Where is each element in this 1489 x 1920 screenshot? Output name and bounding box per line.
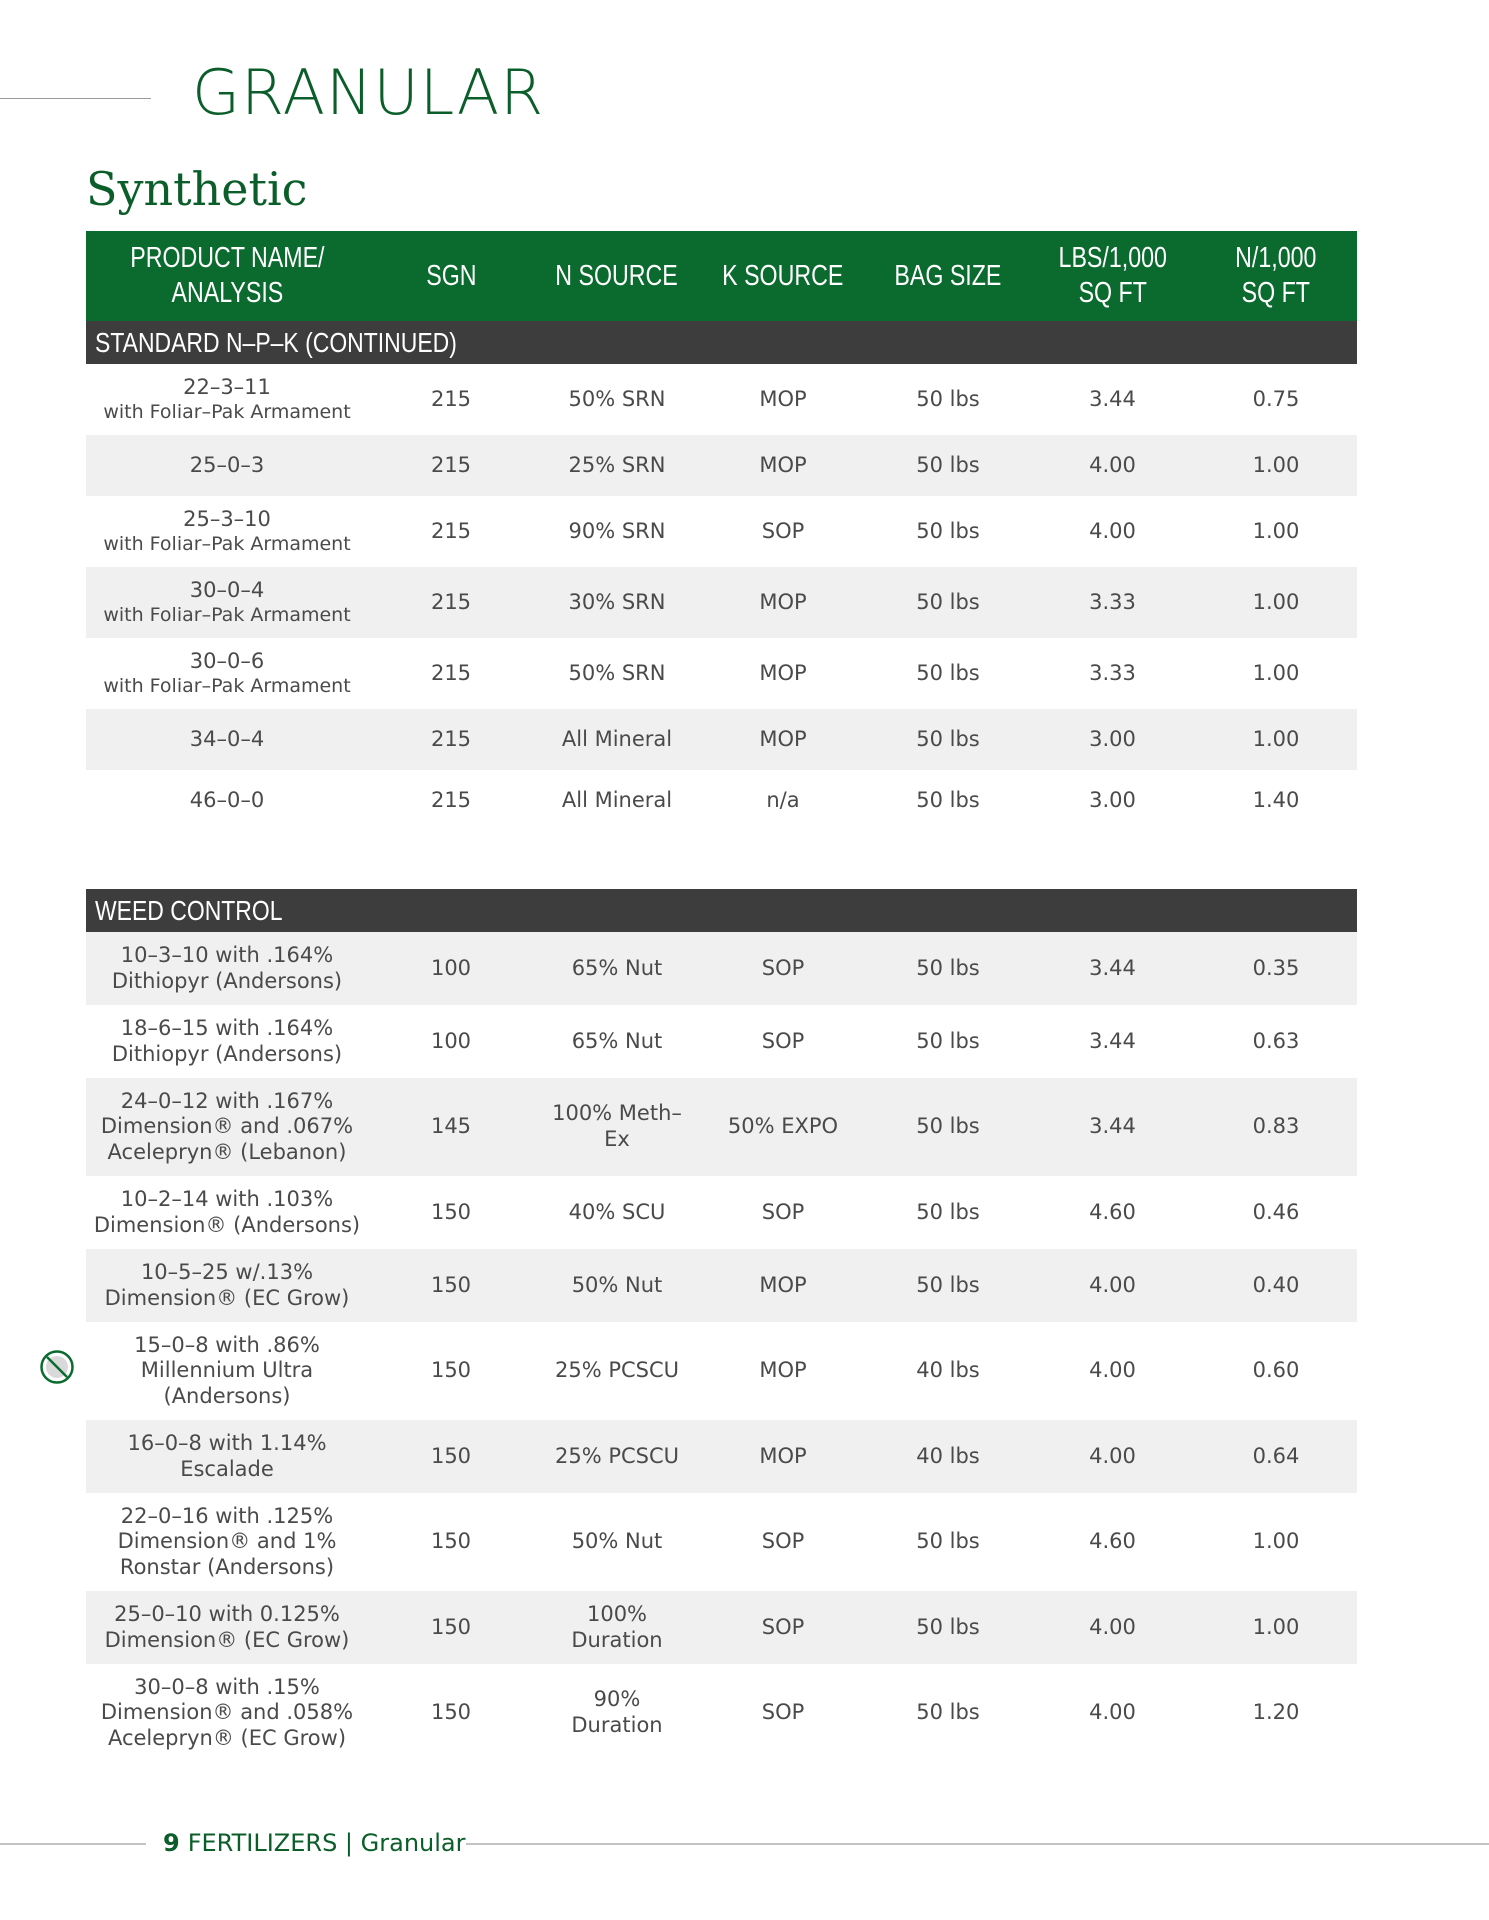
n-source-cell (534, 435, 700, 496)
n-source-cell-text: 50% SRN (568, 660, 666, 685)
sgn-cell-text: 150 (430, 1199, 472, 1224)
table-row (86, 1078, 1357, 1176)
table-row (86, 770, 1357, 831)
group-gap (86, 831, 1357, 889)
n-source-cell-text: 25% SRN (568, 452, 666, 477)
lbs-cell (1030, 364, 1195, 435)
k-source-cell (700, 435, 866, 496)
n-source-cell-text: 65% Nut (571, 955, 663, 980)
sgn-cell-text: 150 (430, 1443, 472, 1468)
header-n-per-1000 (1195, 231, 1357, 321)
lbs-cell-text: 4.00 (1089, 452, 1136, 477)
k-source-cell-text: MOP (759, 660, 807, 685)
n-rate-cell (1195, 932, 1357, 1005)
sgn-cell-text: 215 (430, 726, 472, 751)
bag-size-cell (866, 1493, 1030, 1591)
k-source-cell-text: SOP (761, 1529, 805, 1554)
n-rate-cell-text: 1.00 (1252, 660, 1300, 685)
n-rate-cell-text: 1.00 (1252, 589, 1300, 614)
sgn-cell-text: 150 (430, 1614, 472, 1639)
k-source-cell-text: n/a (766, 787, 800, 812)
n-rate-cell (1195, 770, 1357, 831)
table-row (86, 1176, 1357, 1249)
product-name: 30–0–4 (189, 578, 265, 603)
lbs-cell (1030, 638, 1195, 709)
n-source-cell-text: 25% PCSCU (554, 1358, 680, 1383)
sgn-cell (368, 496, 534, 567)
table-row (86, 932, 1357, 1005)
sgn-cell-text: 215 (430, 787, 472, 812)
k-source-cell (700, 567, 866, 638)
k-source-cell (700, 1078, 866, 1176)
product-subtitle: with Foliar–Pak Armament (103, 603, 351, 626)
product-name-cell (86, 932, 368, 1005)
n-source-cell (534, 567, 700, 638)
header-sgn (368, 231, 534, 321)
n-source-cell-text: 90% Duration (571, 1687, 663, 1737)
k-source-cell (700, 1249, 866, 1322)
n-rate-cell-text: 1.00 (1252, 452, 1300, 477)
k-source-cell (700, 1176, 866, 1249)
bag-size-cell (866, 1249, 1030, 1322)
k-source-cell (700, 1005, 866, 1078)
product-name-cell (86, 1493, 368, 1591)
sgn-cell-text: 150 (430, 1700, 472, 1725)
product-name-cell (86, 364, 368, 435)
product-subtitle: with Foliar–Pak Armament (103, 532, 351, 555)
lbs-cell (1030, 567, 1195, 638)
bag-size-cell-text: 40 lbs (916, 1443, 980, 1468)
n-source-cell-text: 50% SRN (568, 386, 666, 411)
n-rate-cell-text: 1.00 (1252, 1529, 1300, 1554)
bag-size-cell-text: 50 lbs (916, 452, 980, 477)
table-row (86, 1493, 1357, 1591)
product-name: 22–3–11 (183, 375, 271, 400)
section-band-label: WEED CONTROL (95, 894, 283, 926)
page-title: GRANULAR (192, 56, 545, 129)
sgn-cell (368, 1176, 534, 1249)
bag-size-cell (866, 1322, 1030, 1420)
section-band (86, 321, 1357, 364)
n-rate-cell (1195, 1078, 1357, 1176)
top-rule (0, 98, 151, 99)
bag-size-cell (866, 1591, 1030, 1664)
lbs-cell (1030, 1176, 1195, 1249)
lbs-cell (1030, 1078, 1195, 1176)
bag-size-cell-text: 50 lbs (916, 1272, 980, 1297)
n-source-cell (534, 1078, 700, 1176)
n-source-cell (534, 1493, 700, 1591)
table-row (86, 435, 1357, 496)
lbs-cell (1030, 1005, 1195, 1078)
table-row (86, 364, 1357, 435)
table-header (86, 231, 1357, 321)
n-rate-cell (1195, 364, 1357, 435)
product-name: 25–3–10 (183, 507, 271, 532)
header-n-source-label: N SOURCE (555, 259, 679, 292)
bag-size-cell-text: 50 lbs (916, 1199, 980, 1224)
n-source-cell (534, 709, 700, 770)
bag-size-cell-text: 50 lbs (916, 518, 980, 543)
n-source-cell (534, 496, 700, 567)
k-source-cell-text: MOP (759, 1272, 807, 1297)
sgn-cell (368, 770, 534, 831)
sgn-cell (368, 1664, 534, 1762)
table-row (86, 638, 1357, 709)
header-k-source (700, 231, 866, 321)
sgn-cell (368, 1493, 534, 1591)
sgn-cell-text: 215 (430, 452, 472, 477)
lbs-cell-text: 4.60 (1089, 1199, 1136, 1224)
n-rate-cell-text: 0.40 (1252, 1272, 1300, 1297)
section-title: Synthetic (86, 162, 308, 216)
lbs-cell-text: 4.00 (1089, 1443, 1136, 1468)
bag-size-cell-text: 40 lbs (916, 1358, 980, 1383)
section-band (86, 889, 1357, 932)
k-source-cell (700, 1591, 866, 1664)
header-n-per-1000-label: N/1,000 SQ FT (1235, 242, 1317, 309)
sgn-cell-text: 150 (430, 1529, 472, 1554)
bag-size-cell-text: 50 lbs (916, 386, 980, 411)
product-subtitle: with Foliar–Pak Armament (103, 674, 351, 697)
product-name-cell (86, 638, 368, 709)
bag-size-cell-text: 50 lbs (916, 955, 980, 980)
k-source-cell-text: SOP (761, 1614, 805, 1639)
lbs-cell-text: 4.00 (1089, 1700, 1136, 1725)
product-table (86, 231, 1357, 1762)
bag-size-cell-text: 50 lbs (916, 1114, 980, 1139)
k-source-cell-text: MOP (759, 726, 807, 751)
n-rate-cell (1195, 435, 1357, 496)
product-name: 16–0–8 with 1.14% Escalade (127, 1430, 327, 1481)
lbs-cell-text: 3.33 (1089, 660, 1136, 685)
lbs-cell-text: 3.33 (1089, 589, 1136, 614)
lbs-cell (1030, 1322, 1195, 1420)
footer-rule-right (466, 1843, 1489, 1845)
table-row (86, 709, 1357, 770)
bag-size-cell (866, 638, 1030, 709)
product-name-cell (86, 1591, 368, 1664)
n-rate-cell-text: 0.83 (1252, 1114, 1300, 1139)
k-source-cell (700, 638, 866, 709)
sgn-cell-text: 215 (430, 660, 472, 685)
bag-size-cell (866, 709, 1030, 770)
table-row (86, 1249, 1357, 1322)
k-source-cell-text: MOP (759, 386, 807, 411)
n-source-cell (534, 1176, 700, 1249)
k-source-cell (700, 496, 866, 567)
n-rate-cell-text: 0.75 (1252, 386, 1300, 411)
sgn-cell-text: 150 (430, 1358, 472, 1383)
n-source-cell (534, 364, 700, 435)
footer-text: FERTILIZERS | Granular (187, 1829, 466, 1857)
product-name-cell (86, 496, 368, 567)
k-source-cell (700, 1322, 866, 1420)
sgn-cell (368, 709, 534, 770)
k-source-cell-text: SOP (761, 1028, 805, 1053)
sgn-cell-text: 145 (430, 1114, 472, 1139)
lbs-cell (1030, 496, 1195, 567)
n-source-cell (534, 1322, 700, 1420)
k-source-cell-text: SOP (761, 518, 805, 543)
k-source-cell-text: MOP (759, 589, 807, 614)
sgn-cell (368, 1078, 534, 1176)
k-source-cell-text: MOP (759, 1358, 807, 1383)
product-name-cell (86, 1078, 368, 1176)
product-name-cell (86, 1249, 368, 1322)
lbs-cell (1030, 435, 1195, 496)
sgn-cell (368, 1591, 534, 1664)
bag-size-cell (866, 496, 1030, 567)
bag-size-cell (866, 932, 1030, 1005)
n-source-cell-text: 100% Duration (571, 1601, 663, 1652)
lbs-cell-text: 3.44 (1089, 386, 1136, 411)
header-product-name-label: PRODUCT NAME/ ANALYSIS (129, 242, 325, 309)
sgn-cell (368, 1322, 534, 1420)
footer-rule-left (0, 1843, 146, 1845)
sgn-cell (368, 1249, 534, 1322)
n-rate-cell (1195, 1249, 1357, 1322)
bag-size-cell (866, 364, 1030, 435)
sgn-cell (368, 1420, 534, 1493)
product-name: 34–0–4 (189, 726, 265, 751)
product-name: 10–2–14 with .103% Dimension® (Andersons) (93, 1186, 361, 1237)
product-name: 15–0–8 with .86% Millennium Ultra (Andersons) (134, 1332, 320, 1408)
n-rate-cell (1195, 567, 1357, 638)
n-rate-cell-text: 0.60 (1252, 1358, 1300, 1383)
sgn-cell (368, 567, 534, 638)
n-source-cell (534, 1249, 700, 1322)
lbs-cell-text: 4.00 (1089, 1358, 1136, 1383)
sgn-cell-text: 215 (430, 386, 472, 411)
n-rate-cell-text: 0.63 (1252, 1028, 1300, 1053)
lbs-cell (1030, 932, 1195, 1005)
table-row (86, 496, 1357, 567)
n-rate-cell-text: 0.46 (1252, 1199, 1300, 1224)
table-row (86, 1591, 1357, 1664)
n-source-cell (534, 1591, 700, 1664)
bag-size-cell (866, 435, 1030, 496)
sgn-cell (368, 932, 534, 1005)
bag-size-cell (866, 1664, 1030, 1762)
product-name: 30–0–8 with .15% Dimension® and .058% Acelepryn® (EC Grow) (100, 1674, 354, 1750)
n-source-cell (534, 932, 700, 1005)
n-rate-cell (1195, 638, 1357, 709)
k-source-cell (700, 364, 866, 435)
header-bag-size-label: BAG SIZE (894, 259, 1002, 292)
n-source-cell (534, 1664, 700, 1762)
section-band-label: STANDARD N–P–K (CONTINUED) (95, 326, 457, 358)
lbs-cell (1030, 770, 1195, 831)
bag-size-cell (866, 1176, 1030, 1249)
lbs-cell (1030, 709, 1195, 770)
sgn-cell-text: 215 (430, 589, 472, 614)
table-row (86, 1322, 1357, 1420)
n-source-cell-text: 90% SRN (568, 518, 666, 543)
k-source-cell (700, 1420, 866, 1493)
header-k-source-label: K SOURCE (722, 259, 844, 292)
page-number: 9 (163, 1829, 180, 1857)
k-source-cell-text: SOP (761, 955, 805, 980)
group-standard (86, 321, 1357, 831)
n-rate-cell (1195, 1591, 1357, 1664)
bag-size-cell (866, 1078, 1030, 1176)
bag-size-cell (866, 1420, 1030, 1493)
lbs-cell (1030, 1420, 1195, 1493)
n-source-cell (534, 1420, 700, 1493)
lbs-cell-text: 4.00 (1089, 518, 1136, 543)
footer (163, 1829, 465, 1857)
bag-size-cell-text: 50 lbs (916, 660, 980, 685)
product-name-cell (86, 435, 368, 496)
n-source-cell-text: 50% Nut (571, 1272, 663, 1297)
header-lbs-per-1000 (1030, 231, 1195, 321)
product-name-cell (86, 1322, 368, 1420)
k-source-cell-text: SOP (761, 1199, 805, 1224)
table-row (86, 1420, 1357, 1493)
k-source-cell-text: 50% EXPO (727, 1114, 839, 1139)
k-source-cell-text: MOP (759, 452, 807, 477)
lbs-cell-text: 4.00 (1089, 1272, 1136, 1297)
product-name-cell (86, 1664, 368, 1762)
bag-size-cell-text: 50 lbs (916, 787, 980, 812)
sgn-cell (368, 638, 534, 709)
header-bag-size (866, 231, 1030, 321)
bag-size-cell (866, 770, 1030, 831)
n-rate-cell-text: 1.00 (1252, 518, 1300, 543)
sgn-cell (368, 364, 534, 435)
prohibited-icon (39, 1349, 75, 1385)
sgn-cell (368, 1005, 534, 1078)
k-source-cell (700, 709, 866, 770)
n-source-cell-text: 100% Meth– Ex (552, 1101, 682, 1151)
table-row (86, 1005, 1357, 1078)
sgn-cell-text: 215 (430, 518, 472, 543)
product-name: 22–0–16 with .125% Dimension® and 1% Ronstar (Andersons) (117, 1503, 337, 1579)
sgn-cell-text: 150 (430, 1272, 472, 1297)
k-source-cell (700, 1664, 866, 1762)
product-name: 46–0–0 (189, 787, 265, 812)
k-source-cell-text: MOP (759, 1443, 807, 1468)
n-source-cell-text: 25% PCSCU (554, 1443, 680, 1468)
n-rate-cell-text: 1.00 (1252, 1614, 1300, 1639)
lbs-cell-text: 4.60 (1089, 1529, 1136, 1554)
lbs-cell-text: 4.00 (1089, 1614, 1136, 1639)
lbs-cell (1030, 1493, 1195, 1591)
n-source-cell-text: 50% Nut (571, 1529, 663, 1554)
n-rate-cell (1195, 1005, 1357, 1078)
product-name-cell (86, 1005, 368, 1078)
n-rate-cell (1195, 1420, 1357, 1493)
n-source-cell-text: All Mineral (561, 787, 673, 812)
sgn-cell-text: 100 (430, 955, 472, 980)
n-source-cell-text: 30% SRN (568, 589, 666, 614)
sgn-cell (368, 435, 534, 496)
n-rate-cell (1195, 1493, 1357, 1591)
product-name: 30–0–6 (189, 649, 265, 674)
product-name-cell (86, 709, 368, 770)
product-name-cell (86, 1420, 368, 1493)
lbs-cell (1030, 1591, 1195, 1664)
n-rate-cell-text: 0.35 (1252, 955, 1300, 980)
product-name: 25–0–10 with 0.125% Dimension® (EC Grow) (104, 1601, 350, 1652)
product-name-cell (86, 567, 368, 638)
n-source-cell-text: 65% Nut (571, 1028, 663, 1053)
sgn-cell-text: 100 (430, 1028, 472, 1053)
bag-size-cell (866, 1005, 1030, 1078)
k-source-cell (700, 932, 866, 1005)
product-name: 25–0–3 (189, 452, 265, 477)
n-rate-cell (1195, 1322, 1357, 1420)
n-rate-cell-text: 1.40 (1252, 787, 1300, 812)
k-source-cell (700, 770, 866, 831)
n-source-cell (534, 1005, 700, 1078)
bag-size-cell-text: 50 lbs (916, 1028, 980, 1053)
bag-size-cell-text: 50 lbs (916, 1700, 980, 1725)
n-source-cell-text: All Mineral (561, 726, 673, 751)
n-rate-cell (1195, 1176, 1357, 1249)
lbs-cell-text: 3.00 (1089, 787, 1136, 812)
bag-size-cell-text: 50 lbs (916, 1529, 980, 1554)
n-source-cell (534, 770, 700, 831)
product-name-cell (86, 770, 368, 831)
k-source-cell (700, 1493, 866, 1591)
n-rate-cell-text: 1.00 (1252, 726, 1300, 751)
n-rate-cell (1195, 1664, 1357, 1762)
n-rate-cell-text: 1.20 (1252, 1700, 1300, 1725)
lbs-cell-text: 3.44 (1089, 1028, 1136, 1053)
n-rate-cell-text: 0.64 (1252, 1443, 1300, 1468)
bag-size-cell-text: 50 lbs (916, 589, 980, 614)
product-name: 10–5–25 w/.13% Dimension® (EC Grow) (104, 1259, 350, 1310)
group-weed-control (86, 889, 1357, 1762)
product-name-cell (86, 1176, 368, 1249)
lbs-cell (1030, 1664, 1195, 1762)
n-source-cell-text: 40% SCU (568, 1199, 666, 1224)
product-name: 18–6–15 with .164% Dithiopyr (Andersons) (111, 1015, 343, 1066)
header-lbs-per-1000-label: LBS/1,000 SQ FT (1058, 242, 1167, 309)
n-source-cell (534, 638, 700, 709)
header-product-name (86, 231, 368, 321)
lbs-cell-text: 3.00 (1089, 726, 1136, 751)
header-sgn-label: SGN (425, 259, 477, 292)
bag-size-cell-text: 50 lbs (916, 726, 980, 751)
header-n-source (534, 231, 700, 321)
bag-size-cell-text: 50 lbs (916, 1614, 980, 1639)
lbs-cell (1030, 1249, 1195, 1322)
lbs-cell-text: 3.44 (1089, 955, 1136, 980)
k-source-cell-text: SOP (761, 1700, 805, 1725)
table-row (86, 1664, 1357, 1762)
bag-size-cell (866, 567, 1030, 638)
lbs-cell-text: 3.44 (1089, 1114, 1136, 1139)
table-row (86, 567, 1357, 638)
product-name: 10–3–10 with .164% Dithiopyr (Andersons) (111, 942, 343, 993)
n-rate-cell (1195, 709, 1357, 770)
product-name: 24–0–12 with .167% Dimension® and .067% Acelepryn® (Lebanon) (100, 1088, 354, 1164)
product-subtitle: with Foliar–Pak Armament (103, 400, 351, 423)
n-rate-cell (1195, 496, 1357, 567)
